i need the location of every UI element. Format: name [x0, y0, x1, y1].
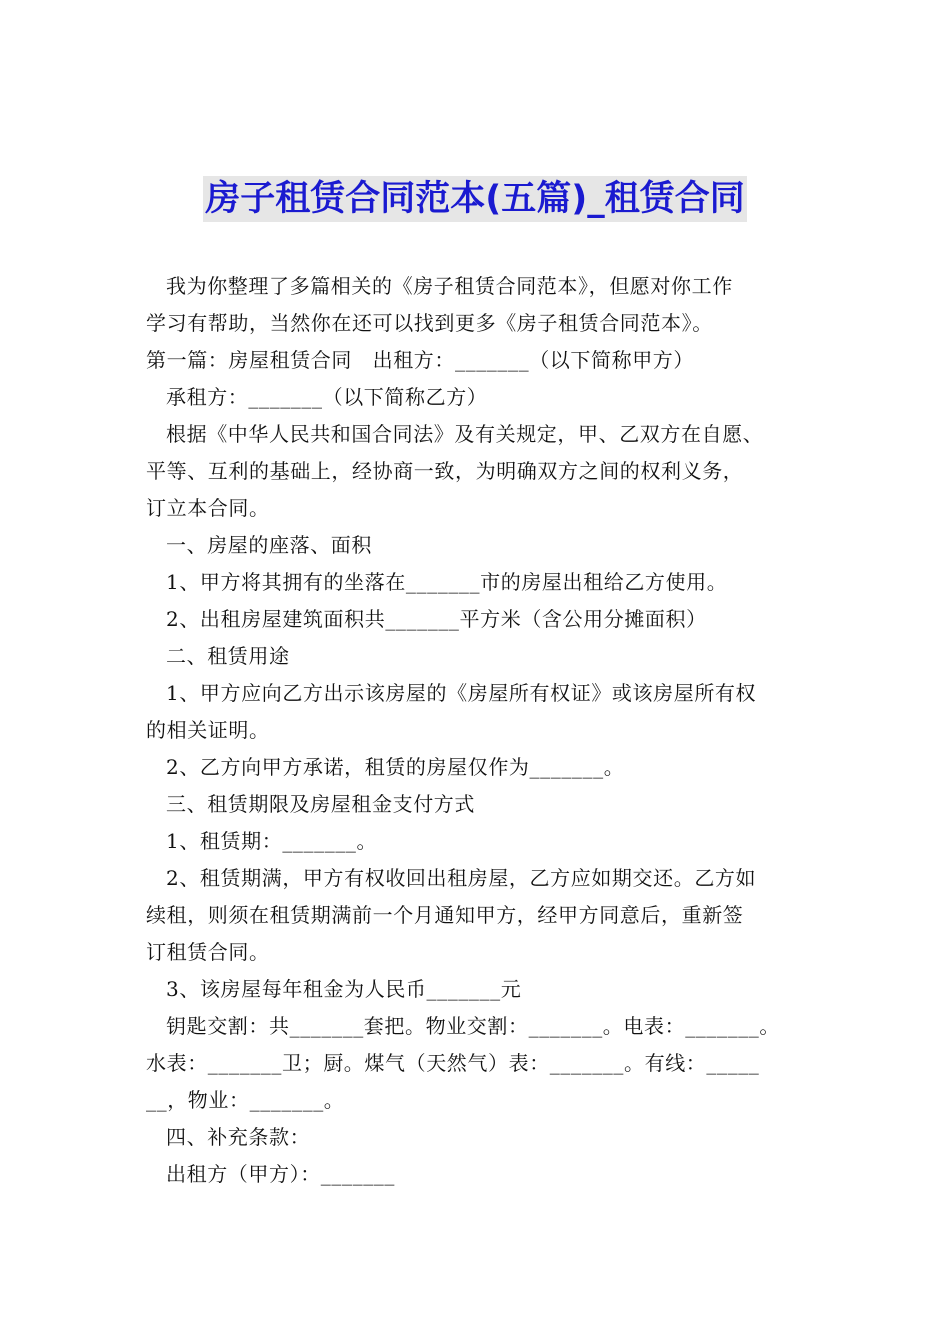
body-line: 3、该房屋每年租金为人民币_______元	[166, 977, 522, 1001]
body-line: 我为你整理了多篇相关的《房子租赁合同范本》，但愿对你工作	[166, 274, 733, 298]
body-line: 订租赁合同。	[146, 940, 270, 964]
body-line: 一、房屋的座落、面积	[166, 533, 372, 557]
body-line: 2、出租房屋建筑面积共_______平方米（含公用分摊面积）	[166, 607, 707, 631]
body-line: 的相关证明。	[146, 718, 270, 742]
body-line: 订立本合同。	[146, 496, 270, 520]
body-line: 1、租赁期：_______。	[166, 829, 378, 853]
body-line: 水表：_______卫；厨。煤气（天然气）表：_______。有线：_____	[146, 1051, 760, 1075]
body-line: 出租方（甲方）：_______	[166, 1162, 395, 1186]
body-line: 第一篇：房屋租赁合同 出租方：_______（以下简称甲方）	[146, 348, 694, 372]
body-line: 承租方：_______（以下简称乙方）	[166, 385, 488, 409]
document-title: 房子租赁合同范本(五篇)_租赁合同	[203, 176, 747, 222]
body-line: __，物业：_______。	[146, 1088, 345, 1112]
body-line: 根据《中华人民共和国合同法》及有关规定，甲、乙双方在自愿、	[166, 422, 764, 446]
document-body	[146, 268, 812, 1193]
body-line: 四、补充条款：	[166, 1125, 311, 1149]
body-line: 1、甲方将其拥有的坐落在_______市的房屋出租给乙方使用。	[166, 570, 728, 594]
body-line: 2、乙方向甲方承诺，租赁的房屋仅作为_______。	[166, 755, 625, 779]
body-line: 平等、互利的基础上，经协商一致，为明确双方之间的权利义务，	[146, 459, 744, 483]
body-line: 2、租赁期满，甲方有权收回出租房屋，乙方应如期交还。乙方如	[166, 866, 757, 890]
body-line: 钥匙交割：共_______套把。物业交割：_______。电表：_______。	[166, 1014, 780, 1038]
body-line: 1、甲方应向乙方出示该房屋的《房屋所有权证》或该房屋所有权	[166, 681, 757, 705]
body-line: 二、租赁用途	[166, 644, 290, 668]
body-line: 学习有帮助，当然你在还可以找到更多《房子租赁合同范本》。	[146, 311, 713, 335]
body-line: 续租，则须在租赁期满前一个月通知甲方，经甲方同意后，重新签	[146, 903, 744, 927]
title-wrap	[0, 176, 950, 222]
body-line: 三、租赁期限及房屋租金支付方式	[166, 792, 475, 816]
